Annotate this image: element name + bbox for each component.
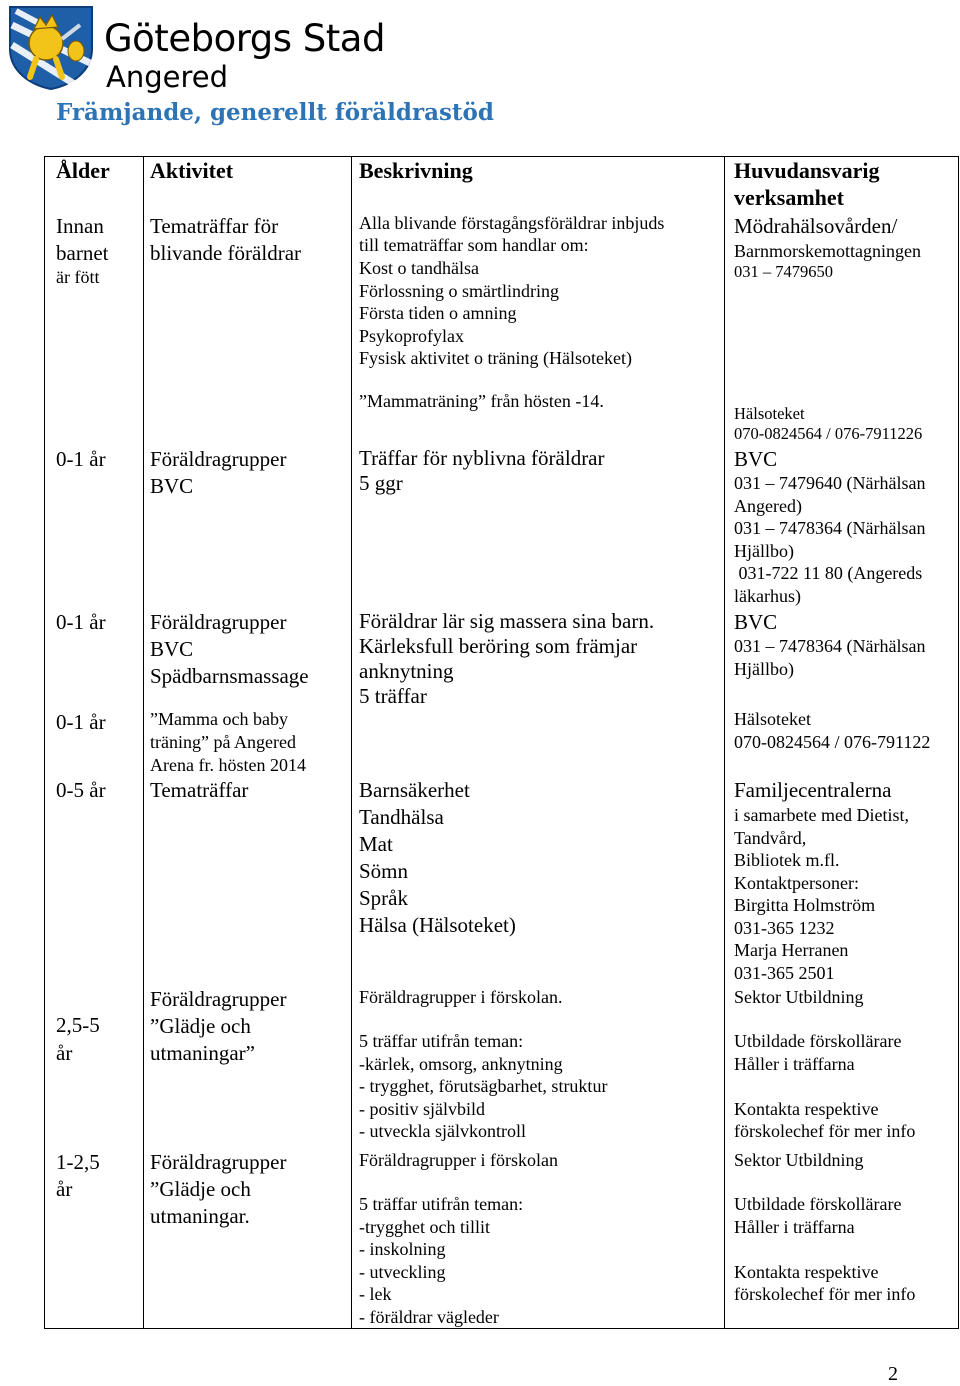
row-responsible: 031-722 11 80 (Angereds [734, 563, 923, 583]
row-responsible: 070-0824564 / 076-7911226 [734, 424, 923, 443]
row-description: - lek [359, 1284, 392, 1304]
row-responsible: Kontakta respektive [734, 1262, 879, 1282]
row-activity: Tematräffar för [150, 214, 279, 238]
page-number: 2 [888, 1363, 898, 1385]
row-responsible: i samarbete med Dietist, [734, 805, 909, 825]
row-description: Föräldragrupper i förskolan. [359, 987, 563, 1007]
row-description: Psykoprofylax [359, 326, 464, 346]
row-activity: utmaningar. [150, 1204, 250, 1228]
row-responsible: 070-0824564 / 076-791122 [734, 732, 931, 752]
column-header-activity: Aktivitet [150, 158, 234, 183]
row-activity: Arena fr. hösten 2014 [150, 755, 306, 775]
row-age: är fött [56, 267, 100, 287]
row-activity: Föräldragrupper [150, 447, 287, 471]
row-description: Tandhälsa [359, 805, 444, 829]
row-activity: träning” på Angered [150, 732, 296, 752]
row-description: Mat [359, 832, 393, 856]
row-responsible: BVC [734, 610, 778, 634]
row-responsible: Hälsoteket [734, 404, 805, 423]
row-age: 0-1 år [56, 447, 106, 471]
row-activity: Föräldragrupper [150, 1150, 287, 1174]
row-description: 5 träffar utifrån teman: [359, 1194, 524, 1214]
row-activity: ”Glädje och [150, 1177, 251, 1201]
column-divider [724, 157, 725, 1328]
row-description: Fysisk aktivitet o träning (Hälsoteket) [359, 348, 632, 368]
row-age: 1-2,5 [56, 1150, 100, 1174]
row-description: Träffar för nyblivna föräldrar [359, 446, 605, 470]
goteborg-lion-shield-icon [6, 3, 96, 91]
row-activity: Tematräffar [150, 778, 249, 802]
row-activity: Föräldragrupper [150, 987, 287, 1011]
row-description: 5 träffar utifrån teman: [359, 1031, 524, 1051]
column-divider [351, 157, 352, 1328]
row-age: år [56, 1177, 73, 1201]
row-responsible: Angered) [734, 496, 802, 516]
org-name: Göteborgs Stad [104, 17, 385, 60]
row-responsible: Utbildade förskollärare [734, 1031, 902, 1051]
row-responsible: läkarhus) [734, 586, 801, 606]
row-responsible: Hjällbo) [734, 541, 794, 561]
row-age: 0-1 år [56, 710, 106, 734]
row-description: Kost o tandhälsa [359, 258, 479, 278]
row-description: Alla blivande förstagångsföräldrar inbjuds [359, 213, 665, 233]
row-description: - föräldrar vägleder [359, 1307, 499, 1327]
row-age: år [56, 1041, 73, 1065]
row-responsible: Tandvård, [734, 828, 807, 848]
row-description: 5 ggr [359, 471, 403, 495]
row-responsible: 031 – 7478364 (Närhälsan [734, 518, 926, 538]
row-responsible: Birgitta Holmström [734, 895, 876, 915]
row-description: Kärleksfull beröring som främjar [359, 634, 638, 658]
row-description: -kärlek, omsorg, anknytning [359, 1054, 563, 1074]
column-header-responsible: Huvudansvarig [734, 158, 880, 183]
row-activity: Spädbarnsmassage [150, 664, 309, 688]
row-responsible: 031-365 2501 [734, 963, 835, 983]
row-description: Hälsa (Hälsoteket) [359, 913, 516, 937]
row-description: Första tiden o amning [359, 303, 517, 323]
row-responsible: BVC [734, 447, 778, 471]
row-activity: ”Mamma och baby [150, 709, 288, 729]
row-responsible: Hjällbo) [734, 659, 794, 679]
row-activity: BVC [150, 474, 194, 498]
row-description: - inskolning [359, 1239, 446, 1259]
row-description: ”Mammaträning” från hösten -14. [359, 391, 604, 411]
row-responsible: Familjecentralerna [734, 778, 892, 802]
row-responsible: Bibliotek m.fl. [734, 850, 840, 870]
row-responsible: 031-365 1232 [734, 918, 835, 938]
row-responsible: Barnmorskemottagningen [734, 241, 921, 261]
row-responsible: 031 – 7478364 (Närhälsan [734, 636, 926, 656]
row-responsible: Hälsoteket [734, 709, 811, 729]
row-description: Föräldrar lär sig massera sina barn. [359, 609, 655, 633]
row-responsible: Sektor Utbildning [734, 987, 864, 1007]
row-responsible: förskolechef för mer info [734, 1284, 916, 1304]
row-age: 2,5-5 [56, 1013, 100, 1037]
row-responsible: Håller i träffarna [734, 1217, 855, 1237]
row-responsible: Mödrahälsovården/ [734, 214, 898, 238]
row-activity: utmaningar” [150, 1041, 255, 1065]
row-description: - utveckla självkontroll [359, 1121, 526, 1141]
row-description: till tematräffar som handlar om: [359, 235, 589, 255]
row-description: - utveckling [359, 1262, 446, 1282]
row-responsible: Kontakta respektive [734, 1099, 879, 1119]
row-description: -trygghet och tillit [359, 1217, 490, 1237]
row-responsible: Kontaktpersoner: [734, 873, 859, 893]
row-description: 5 träffar [359, 684, 427, 708]
row-description: Föräldragrupper i förskolan [359, 1150, 558, 1170]
row-description: - trygghet, förutsägbarhet, struktur [359, 1076, 608, 1096]
row-age: Innan [56, 214, 104, 238]
column-divider [143, 157, 144, 1328]
row-age: barnet [56, 241, 109, 265]
row-description: Barnsäkerhet [359, 778, 470, 802]
row-responsible: Håller i träffarna [734, 1054, 855, 1074]
row-age: 0-1 år [56, 610, 106, 634]
org-district: Angered [106, 60, 229, 94]
row-description: Sömn [359, 859, 409, 883]
row-activity: BVC [150, 637, 194, 661]
row-description: Förlossning o smärtlindring [359, 281, 560, 301]
column-header-description: Beskrivning [359, 158, 473, 183]
row-responsible: 031 – 7479640 (Närhälsan [734, 473, 926, 493]
row-responsible: 031 – 7479650 [734, 262, 833, 281]
row-activity: Föräldragrupper [150, 610, 287, 634]
row-responsible: Marja Herranen [734, 940, 849, 960]
row-description: - positiv självbild [359, 1099, 485, 1119]
row-responsible: Sektor Utbildning [734, 1150, 864, 1170]
row-responsible: Utbildade förskollärare [734, 1194, 902, 1214]
row-age: 0-5 år [56, 778, 106, 802]
row-description: anknytning [359, 659, 454, 683]
row-description: Språk [359, 886, 408, 910]
column-header-responsible-line2: verksamhet [734, 185, 844, 210]
page-title: Främjande, generellt föräldrastöd [56, 99, 494, 126]
column-header-age: Ålder [56, 158, 110, 183]
row-responsible: förskolechef för mer info [734, 1121, 916, 1141]
row-activity: blivande föräldrar [150, 241, 302, 265]
row-activity: ”Glädje och [150, 1014, 251, 1038]
